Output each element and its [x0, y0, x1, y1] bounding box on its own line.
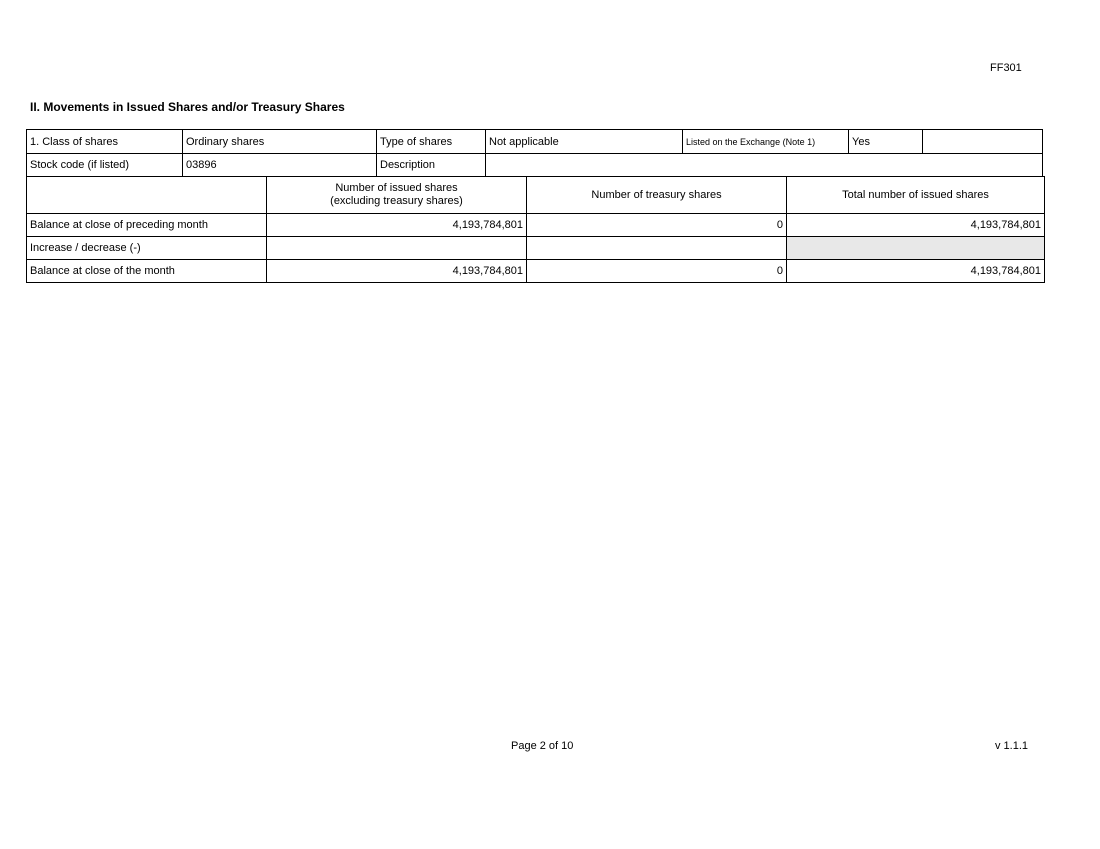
empty-cell — [923, 130, 1043, 154]
header-issued-line1: Number of issued shares — [335, 182, 458, 194]
movements-table — [26, 176, 1045, 283]
header-issued-line2: (excluding treasury shares) — [330, 195, 463, 207]
header-total-shares: Total number of issued shares — [787, 177, 1045, 214]
stock-code-label: Stock code (if listed) — [27, 154, 183, 177]
section-title: II. Movements in Issued Shares and/or Treasury Shares — [30, 100, 345, 114]
form-code: FF301 — [990, 62, 1022, 74]
total-shares-value: 4,193,784,801 — [787, 214, 1045, 237]
row-label: Balance at close of preceding month — [27, 214, 267, 237]
page-number: Page 2 of 10 — [511, 740, 574, 752]
header-issued-shares — [267, 177, 527, 214]
stock-code-row — [27, 154, 1043, 177]
table-row — [27, 237, 1045, 260]
table-row — [27, 260, 1045, 283]
share-info-table — [26, 129, 1043, 177]
description-label: Description — [377, 154, 486, 177]
movements-header-row — [27, 177, 1045, 214]
class-of-shares-value: Ordinary shares — [183, 130, 377, 154]
class-of-shares-label: 1. Class of shares — [27, 130, 183, 154]
total-shares-value: 4,193,784,801 — [787, 260, 1045, 283]
issued-shares-value — [267, 237, 527, 260]
share-class-row — [27, 130, 1043, 154]
row-label: Balance at close of the month — [27, 260, 267, 283]
type-of-shares-value: Not applicable — [486, 130, 683, 154]
treasury-shares-value — [527, 237, 787, 260]
header-blank — [27, 177, 267, 214]
description-value — [486, 154, 1043, 177]
treasury-shares-value: 0 — [527, 260, 787, 283]
table-row — [27, 214, 1045, 237]
stock-code-value: 03896 — [183, 154, 377, 177]
version-label: v 1.1.1 — [995, 740, 1029, 752]
issued-shares-value: 4,193,784,801 — [267, 260, 527, 283]
header-treasury-shares: Number of treasury shares — [527, 177, 787, 214]
treasury-shares-value: 0 — [527, 214, 787, 237]
type-of-shares-label: Type of shares — [377, 130, 486, 154]
total-shares-value — [787, 237, 1045, 260]
issued-shares-value: 4,193,784,801 — [267, 214, 527, 237]
row-label: Increase / decrease (-) — [27, 237, 267, 260]
listed-value: Yes — [849, 130, 923, 154]
listed-label: Listed on the Exchange (Note 1) — [683, 130, 849, 154]
